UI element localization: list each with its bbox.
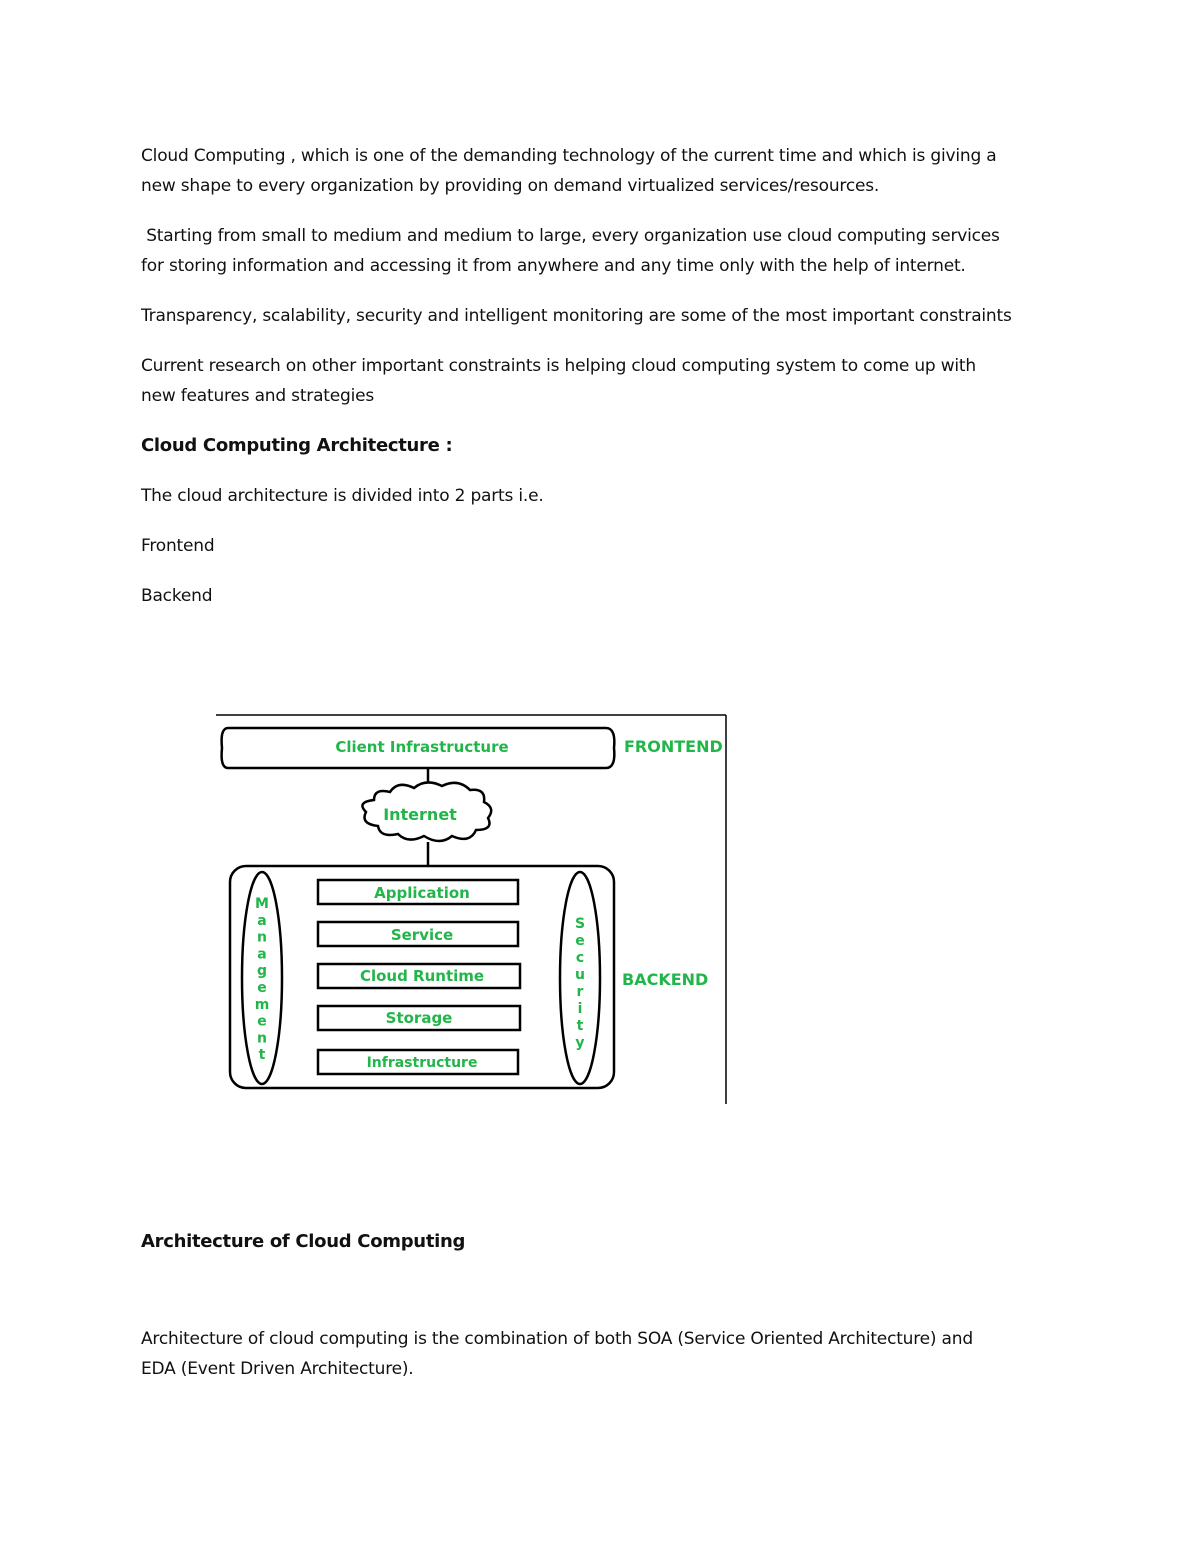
paragraph-line: for storing information and accessing it from anywhere and any time only with the help of internet.: [141, 256, 966, 276]
paragraph-usage: [141, 221, 1071, 281]
layer-storage-label: Storage: [385, 1009, 453, 1027]
paragraph-line: Cloud Computing , which is one of the demanding technology of the current time and which is giving a: [141, 146, 997, 166]
paragraph-parts-intro: The cloud architecture is divided into 2 parts i.e.: [141, 486, 544, 506]
part-backend: Backend: [141, 586, 213, 606]
layer-infrastructure-label: Infrastructure: [366, 1055, 478, 1071]
layer-cloud-runtime-label: Cloud Runtime: [359, 967, 485, 985]
sec-letters-text: S e c u r i t y: [574, 916, 586, 1051]
paragraph-line: Starting from small to medium and medium to large, every organization use cloud computing services: [141, 226, 1000, 246]
paragraph-line: new shape to every organization by providing on demand virtualized services/resources.: [141, 176, 880, 196]
paragraph-line: EDA (Event Driven Architecture).: [141, 1359, 414, 1379]
cloud-architecture-diagram: [214, 712, 730, 1106]
internet-label: Internet: [383, 805, 457, 824]
paragraph-soa-eda: [141, 1324, 1071, 1384]
paragraph-line: Transparency, scalability, security and intelligent monitoring are some of the most important constraints: [141, 306, 1012, 326]
client-infrastructure-label: Client Infrastructure: [335, 738, 509, 756]
paragraph-line: new features and strategies: [141, 386, 375, 406]
paragraph-line: Current research on other important constraints is helping cloud computing system to come up with: [141, 356, 976, 376]
layer-service-label: Service: [390, 926, 454, 944]
paragraph-line: Architecture of cloud computing is the combination of both SOA (Service Oriented Architecture) and: [141, 1329, 973, 1349]
paragraph-research: [141, 351, 1071, 411]
frontend-label: FRONTEND: [624, 737, 723, 756]
mgmt-letters-text: M a n a g e m e n t: [254, 896, 270, 1064]
paragraph-constraints: [141, 301, 1071, 331]
backend-label: BACKEND: [622, 970, 709, 989]
part-frontend: Frontend: [141, 536, 215, 556]
heading-architecture: Cloud Computing Architecture :: [141, 435, 453, 456]
paragraph-intro: [141, 141, 1071, 201]
heading-architecture-of-cloud: Architecture of Cloud Computing: [141, 1231, 466, 1252]
layer-application-label: Application: [374, 884, 470, 902]
